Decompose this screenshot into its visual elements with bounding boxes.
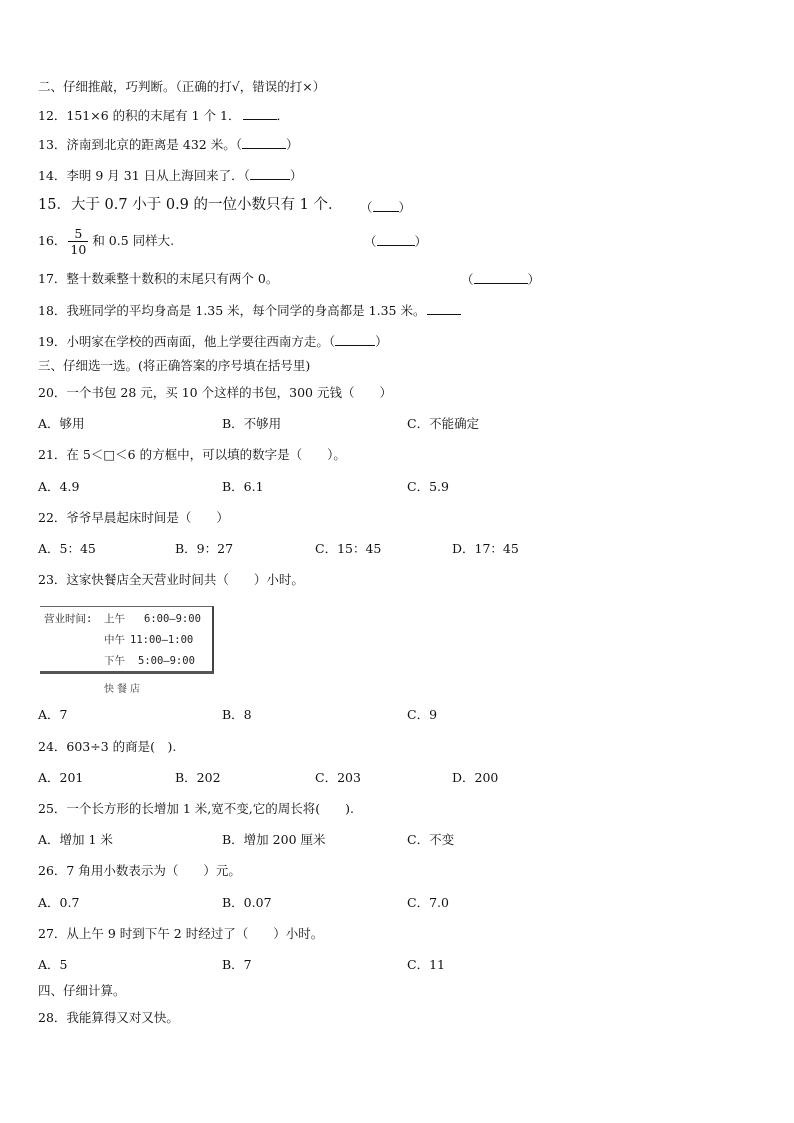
q22-option-c[interactable]: C．15：45: [315, 541, 382, 556]
q13-text: 13．济南到北京的距离是 432 米。（: [38, 137, 242, 152]
q18-text: 18．我班同学的平均身高是 1.35 米，每个同学的身高都是 1.35 米。: [38, 303, 426, 318]
q25-option-a[interactable]: A．增加 1 米: [38, 832, 113, 847]
q17-text: 17．整十数乘整十数积的末尾只有两个 0。: [38, 271, 279, 286]
question-14: [38, 167, 302, 184]
question-13: [38, 136, 298, 153]
q13-end: ）: [285, 137, 299, 152]
q15-end: ）: [398, 200, 412, 215]
answer-blank[interactable]: [373, 199, 399, 212]
schedule-period-3: 下午: [104, 655, 125, 667]
schedule-time-3: 5:00—9:00: [138, 655, 195, 667]
q22-option-a[interactable]: A．5：45: [38, 541, 96, 556]
fraction-5-10: [68, 226, 88, 257]
q17-open: （: [461, 272, 474, 287]
section3-heading: 三、仔细选一选。(将正确答案的序号填在括号里): [38, 358, 311, 373]
q14-text: 14．李明 9 月 31 日从上海回来了．（: [38, 168, 250, 183]
q24-option-b[interactable]: B．202: [175, 770, 221, 785]
question-12: [38, 107, 289, 124]
q21-option-c[interactable]: C．5.9: [407, 479, 449, 494]
schedule-time-2: 11:00—1:00: [130, 634, 194, 646]
q24-option-c[interactable]: C．203: [315, 770, 361, 785]
answer-blank[interactable]: [335, 333, 375, 346]
q19-end: ）: [375, 334, 388, 349]
answer-blank[interactable]: [242, 136, 286, 149]
q27-option-c[interactable]: C．11: [407, 957, 445, 972]
question-17: [38, 271, 278, 287]
q27-option-a[interactable]: A．5: [38, 957, 68, 972]
q24-option-d[interactable]: D．200: [452, 770, 499, 785]
question-24: 24．603÷3 的商是( ).: [38, 739, 177, 754]
q25-option-b[interactable]: B．增加 200 厘米: [222, 832, 326, 847]
question-21: 21．在 5＜□＜6 的方框中，可以填的数字是（ ）。: [38, 447, 346, 462]
question-28: 28．我能算得又对又快。: [38, 1010, 179, 1025]
q17-end: ）: [527, 272, 541, 287]
section2-heading: 二、仔细推敲，巧判断。（正确的打√，错误的打×）: [38, 79, 326, 94]
question-19: [38, 333, 388, 350]
q16-number: 16．: [38, 233, 67, 248]
q19-text: 19．小明家在学校的西南面，他上学要往西南方走。（: [38, 334, 336, 349]
q21-option-b[interactable]: B．6.1: [222, 479, 264, 494]
q26-option-a[interactable]: A．0.7: [38, 895, 80, 910]
business-hours-sign: [40, 606, 214, 674]
q27-option-b[interactable]: B．7: [222, 957, 252, 972]
q23-option-c[interactable]: C．9: [407, 707, 438, 722]
q23-option-b[interactable]: B．8: [222, 707, 252, 722]
schedule-period-1: 上午: [104, 613, 125, 625]
q14-end: ）: [289, 168, 303, 183]
question-16: [38, 224, 174, 258]
schedule-time-1: 6:00—9:00: [144, 613, 201, 625]
q15-text: 15．大于 0.7 小于 0.9 的一位小数只有 1 个．: [38, 197, 343, 213]
answer-blank[interactable]: [243, 107, 277, 120]
question-20: 20．一个书包 28 元，买 10 个这样的书包，300 元钱（ ）: [38, 385, 392, 400]
schedule-period-2: 中午: [104, 634, 125, 646]
fraction-numerator: 5: [68, 226, 88, 242]
q16-open: （: [364, 234, 377, 249]
q20-option-a[interactable]: A．够用: [38, 416, 85, 431]
sign-caption: 快餐店: [104, 684, 143, 695]
fraction-denominator: 10: [70, 242, 87, 257]
q23-option-a[interactable]: A．7: [38, 707, 68, 722]
q16-end: ）: [414, 234, 428, 249]
question-15: [38, 197, 342, 213]
q25-option-c[interactable]: C．不变: [407, 832, 455, 847]
answer-blank[interactable]: [377, 233, 415, 246]
question-22: 22．爷爷早晨起床时间是（ ）: [38, 510, 229, 525]
q20-option-b[interactable]: B．不够用: [222, 416, 282, 431]
q24-option-a[interactable]: A．201: [38, 770, 84, 785]
q26-option-b[interactable]: B．0.07: [222, 895, 272, 910]
q20-option-c[interactable]: C．不能确定: [407, 416, 480, 431]
answer-blank[interactable]: [474, 271, 528, 284]
q16-text: 和 0.5 同样大.: [92, 233, 175, 248]
schedule-label: 营业时间:: [44, 613, 93, 625]
q21-option-a[interactable]: A．4.9: [38, 479, 80, 494]
question-18: [38, 302, 461, 319]
question-23: 23．这家快餐店全天营业时间共（ ）小时。: [38, 572, 304, 587]
q12-end: ．: [276, 108, 290, 123]
q22-option-d[interactable]: D．17：45: [452, 541, 519, 556]
question-27: 27．从上午 9 时到下午 2 时经过了（ ）小时。: [38, 926, 324, 941]
q15-answer: [360, 199, 411, 216]
q22-option-b[interactable]: B．9：27: [175, 541, 234, 556]
section4-heading: 四、仔细计算。: [38, 983, 126, 998]
q17-answer: [461, 271, 540, 288]
q26-option-c[interactable]: C．7.0: [407, 895, 449, 910]
answer-blank[interactable]: [427, 302, 461, 315]
answer-blank[interactable]: [250, 167, 290, 180]
question-26: 26．7 角用小数表示为（ ）元。: [38, 863, 241, 878]
question-25: 25．一个长方形的长增加 1 米,宽不变,它的周长将( ).: [38, 801, 354, 816]
q12-text: 12．151×6 的积的末尾有 1 个 1．: [38, 108, 241, 123]
q16-answer: [364, 233, 427, 250]
q15-open: （: [360, 200, 373, 215]
